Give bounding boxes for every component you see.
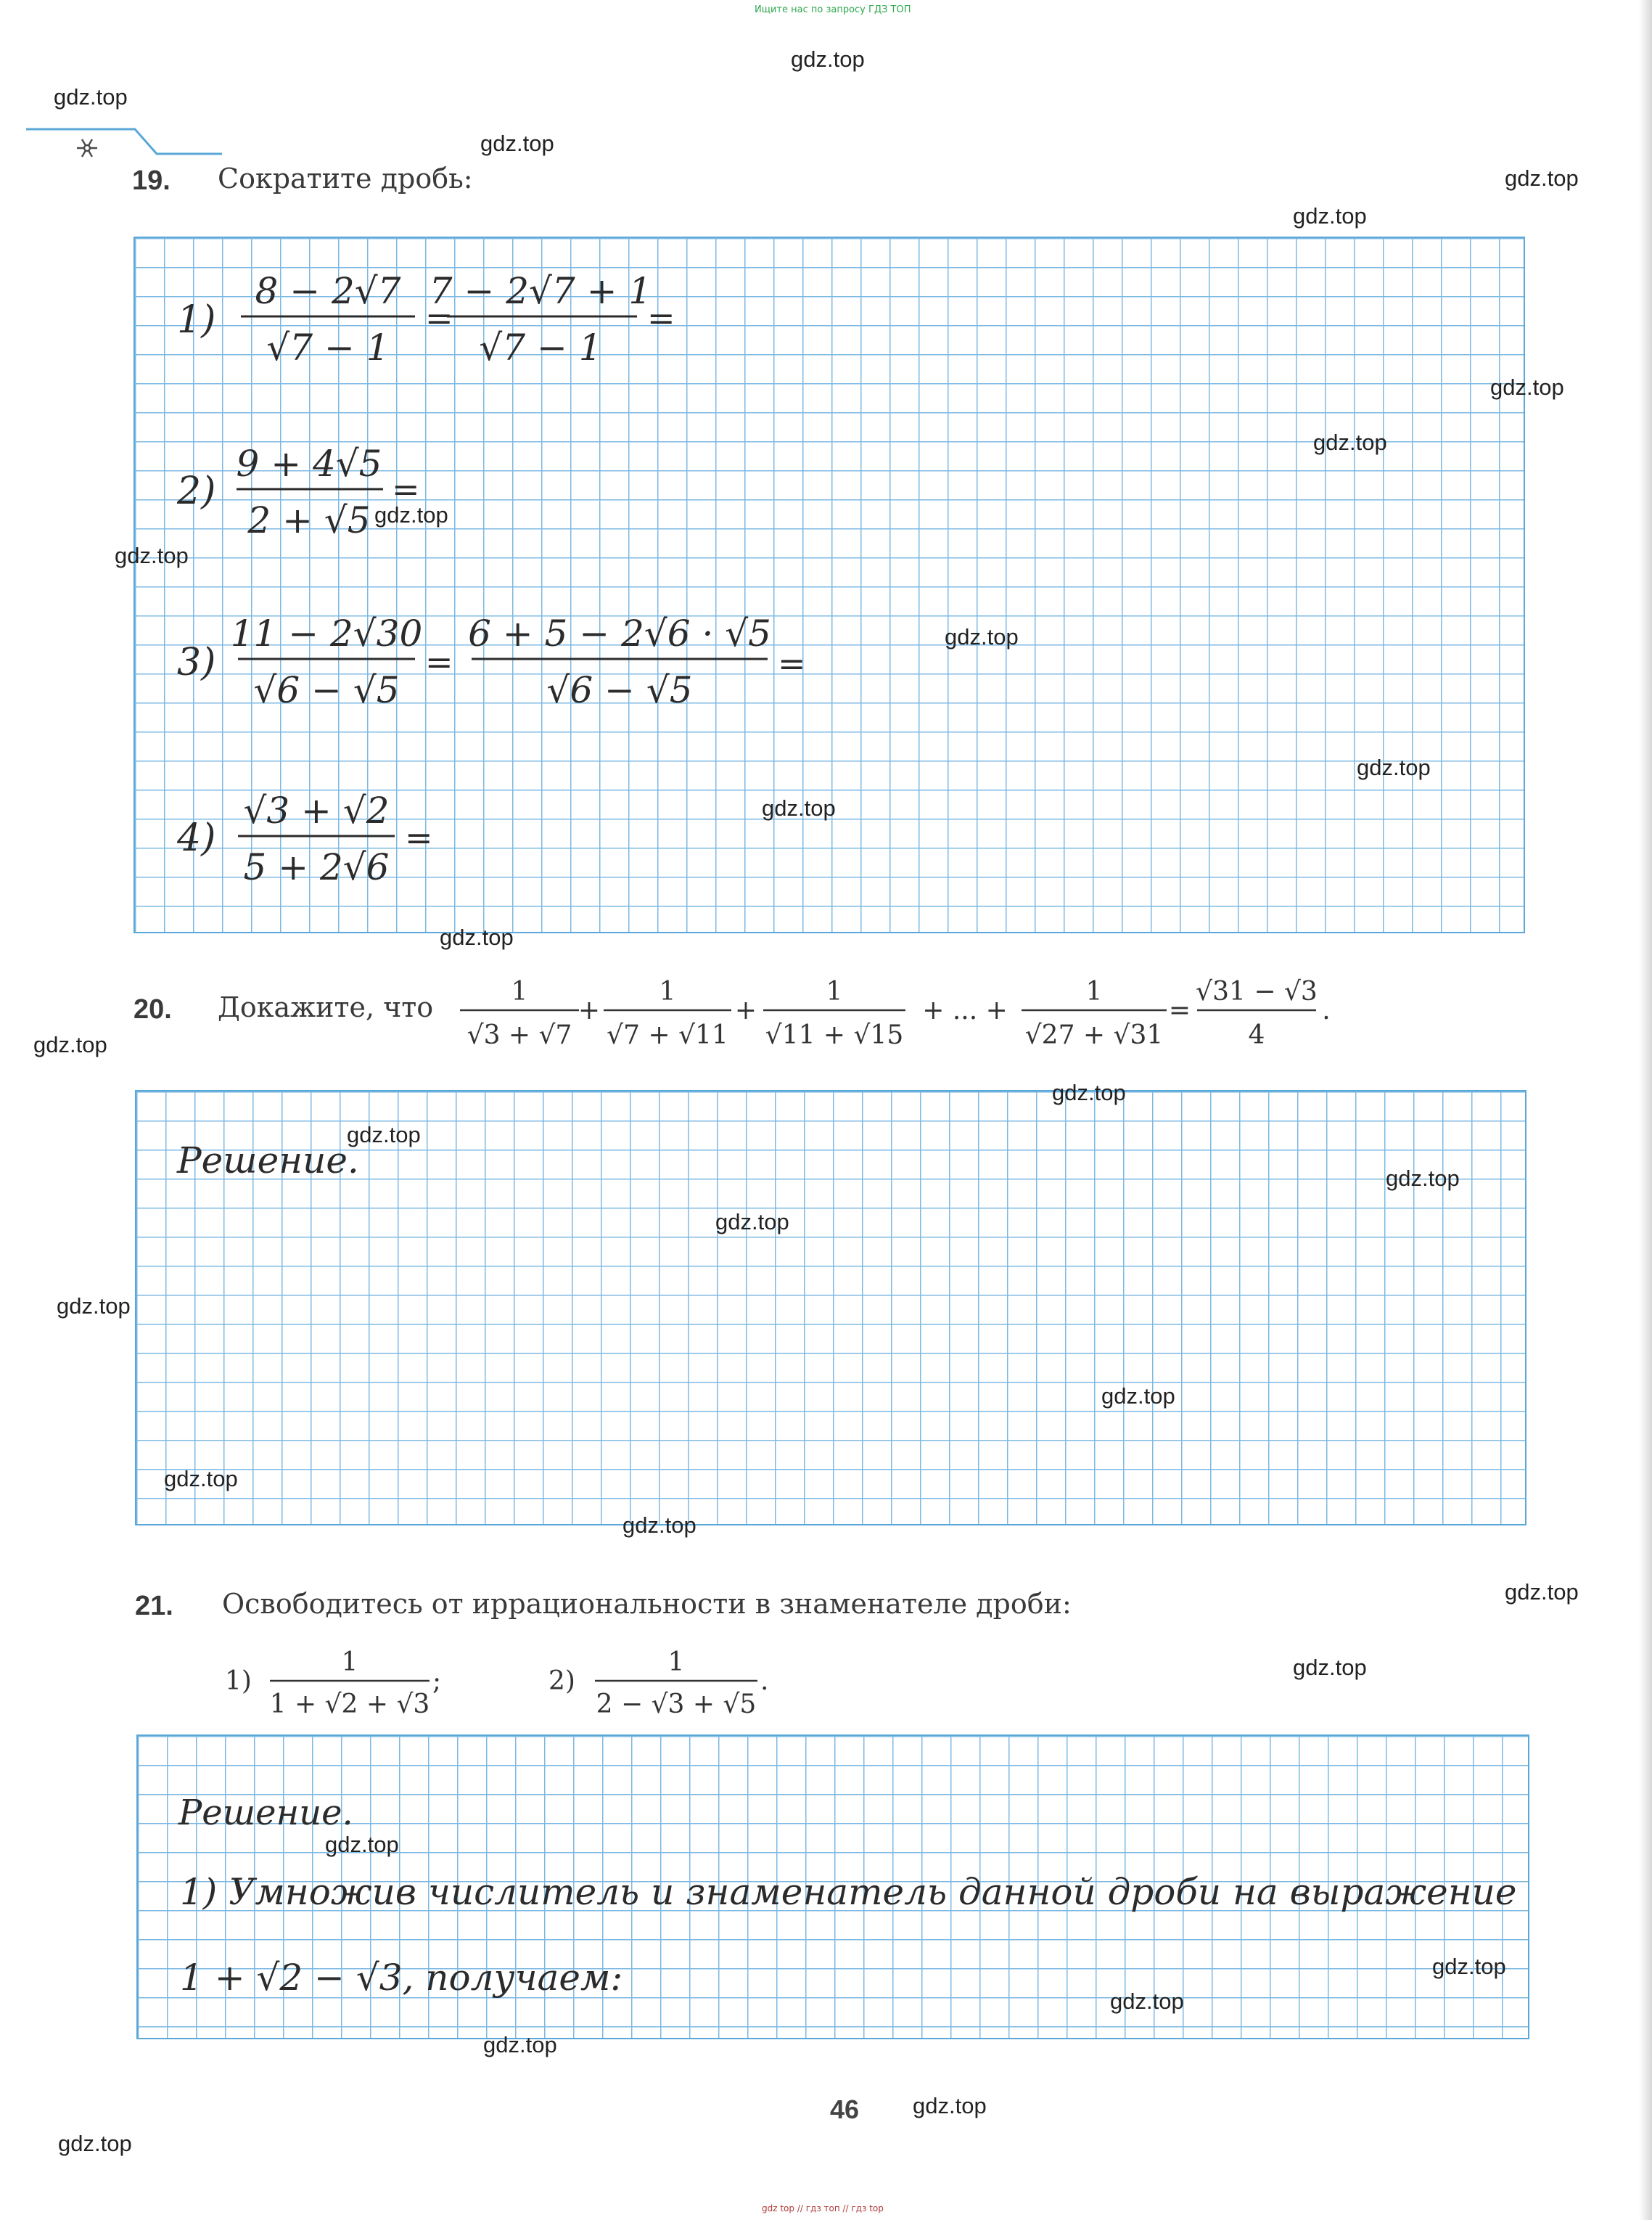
sub-2-numerator: 1 — [667, 1647, 685, 1677]
watermark: gdz.top — [1505, 1579, 1579, 1605]
svg-text:+: + — [734, 996, 757, 1025]
svg-text:=: = — [425, 642, 453, 681]
problem-19-item-3 — [174, 608, 827, 717]
watermark: gdz.top — [1490, 374, 1564, 400]
svg-text:;: ; — [432, 1666, 442, 1696]
watermark: gdz.top — [945, 624, 1019, 650]
problem-20-equation — [450, 970, 1349, 1057]
ellipsis: + ... + — [922, 996, 1008, 1025]
watermark: gdz.top — [440, 925, 514, 950]
watermark: gdz.top — [325, 1832, 399, 1857]
watermark: gdz.top — [54, 84, 128, 110]
problem-19-item-4 — [174, 781, 464, 897]
svg-text:=: = — [1168, 996, 1191, 1025]
footer-text[interactable]: gdz top // гдз топ // гдз top — [762, 2203, 884, 2213]
problem-21-title: Освободитесь от иррациональности в знаменателе дроби: — [222, 1588, 1072, 1620]
term-4-numerator: 1 — [1085, 977, 1103, 1007]
term-2-denominator: √7 + √11 — [607, 1020, 728, 1050]
item-3-numerator: 11 − 2√30 — [230, 613, 423, 655]
sub-1-label: 1) — [225, 1666, 252, 1696]
watermark: gdz.top — [1101, 1383, 1175, 1409]
watermark: gdz.top — [1505, 165, 1579, 191]
sub-1-denominator: 1 + √2 + √3 — [269, 1689, 430, 1719]
svg-text:.: . — [1322, 996, 1331, 1025]
item-4-label: 4) — [177, 816, 216, 860]
svg-text:=: = — [405, 818, 433, 857]
svg-text:+: + — [578, 996, 601, 1025]
sub-2-label: 2) — [548, 1666, 575, 1696]
item-1-label: 1) — [177, 298, 216, 342]
page-edge-shadow — [1639, 0, 1652, 2220]
watermark: gdz.top — [1357, 755, 1431, 780]
item-4-numerator: √3 + √2 — [243, 790, 390, 832]
watermark: gdz.top — [762, 795, 836, 821]
svg-text:=: = — [647, 298, 675, 337]
item-1-numerator-2: 7 − 2√7 + 1 — [429, 270, 652, 312]
watermark: gdz.top — [1293, 1655, 1367, 1680]
watermark: gdz.top — [1313, 430, 1387, 455]
watermark: gdz.top — [1110, 1988, 1184, 2014]
item-3-denominator: √6 − √5 — [253, 669, 400, 711]
item-4-denominator: 5 + 2√6 — [243, 846, 390, 888]
problem-20-title: Докажите, что — [218, 991, 434, 1023]
problem-21-solution-label: Решение. — [178, 1793, 353, 1833]
term-1-numerator: 1 — [511, 977, 528, 1007]
rhs-denominator: 4 — [1248, 1020, 1265, 1050]
term-2-numerator: 1 — [659, 977, 676, 1007]
problem-19-item-1 — [174, 267, 696, 376]
corner-ornament — [26, 122, 222, 160]
svg-text:=: = — [425, 298, 453, 337]
problem-19-title: Сократите дробь: — [218, 163, 473, 194]
term-3-numerator: 1 — [826, 977, 843, 1007]
svg-text:=: = — [392, 470, 420, 509]
problem-20-number: 20. — [133, 994, 172, 1025]
watermark: gdz.top — [57, 1293, 131, 1319]
watermark: gdz.top — [715, 1209, 789, 1234]
watermark: gdz.top — [164, 1466, 238, 1491]
term-1-denominator: √3 + √7 — [467, 1020, 572, 1050]
problem-19-number: 19. — [132, 165, 170, 196]
term-4-denominator: √27 + √31 — [1024, 1020, 1164, 1050]
term-3-denominator: √11 + √15 — [765, 1020, 904, 1050]
item-1-denominator: √7 − 1 — [266, 327, 390, 369]
item-1-denominator-2: √7 − 1 — [479, 327, 602, 369]
watermark: gdz.top — [1293, 203, 1367, 229]
watermark: gdz.top — [58, 2131, 132, 2156]
item-3-label: 3) — [177, 641, 216, 684]
watermark: gdz.top — [1432, 1954, 1506, 1979]
item-2-denominator: 2 + √5 — [247, 499, 371, 541]
item-3-numerator-2: 6 + 5 − 2√6 · √5 — [468, 613, 771, 655]
svg-text:=: = — [778, 644, 806, 683]
problem-20-solution-label: Решение. — [177, 1139, 359, 1181]
watermark: gdz.top — [1386, 1166, 1460, 1191]
problem-19-item-2 — [174, 440, 479, 549]
item-2-numerator: 9 + 4√5 — [236, 443, 382, 485]
watermark: gdz.top — [347, 1122, 421, 1147]
watermark: gdz.top — [1052, 1080, 1126, 1105]
rhs-numerator: √31 − √3 — [1196, 977, 1318, 1007]
item-3-denominator-2: √6 − √5 — [546, 669, 693, 711]
item-1-numerator: 8 − 2√7 — [255, 270, 401, 312]
solution-line-1: 1) Умножив числитель и знаменатель данной дроби на выражение — [180, 1871, 1517, 1913]
watermark: gdz.top — [791, 46, 865, 72]
problem-21-fractions — [218, 1640, 798, 1727]
watermark: gdz.top — [115, 543, 189, 568]
watermark: gdz.top — [374, 502, 448, 528]
sub-1-numerator: 1 — [341, 1647, 358, 1677]
page-number: 46 — [830, 2094, 860, 2124]
watermark: gdz.top — [33, 1032, 107, 1057]
header-search-link[interactable]: Ищите нас по запросу ГДЗ ТОП — [755, 4, 911, 15]
solution-line-2: 1 + √2 − √3, получаем: — [180, 1957, 623, 1999]
watermark: gdz.top — [913, 2093, 987, 2118]
watermark: gdz.top — [480, 131, 554, 156]
watermark: gdz.top — [622, 1512, 696, 1538]
item-2-label: 2) — [177, 470, 216, 513]
problem-21-number: 21. — [135, 1591, 173, 1621]
snowflake-icon — [77, 139, 97, 157]
svg-text:.: . — [760, 1666, 769, 1696]
watermark: gdz.top — [483, 2032, 557, 2057]
sub-2-denominator: 2 − √3 + √5 — [596, 1689, 757, 1719]
